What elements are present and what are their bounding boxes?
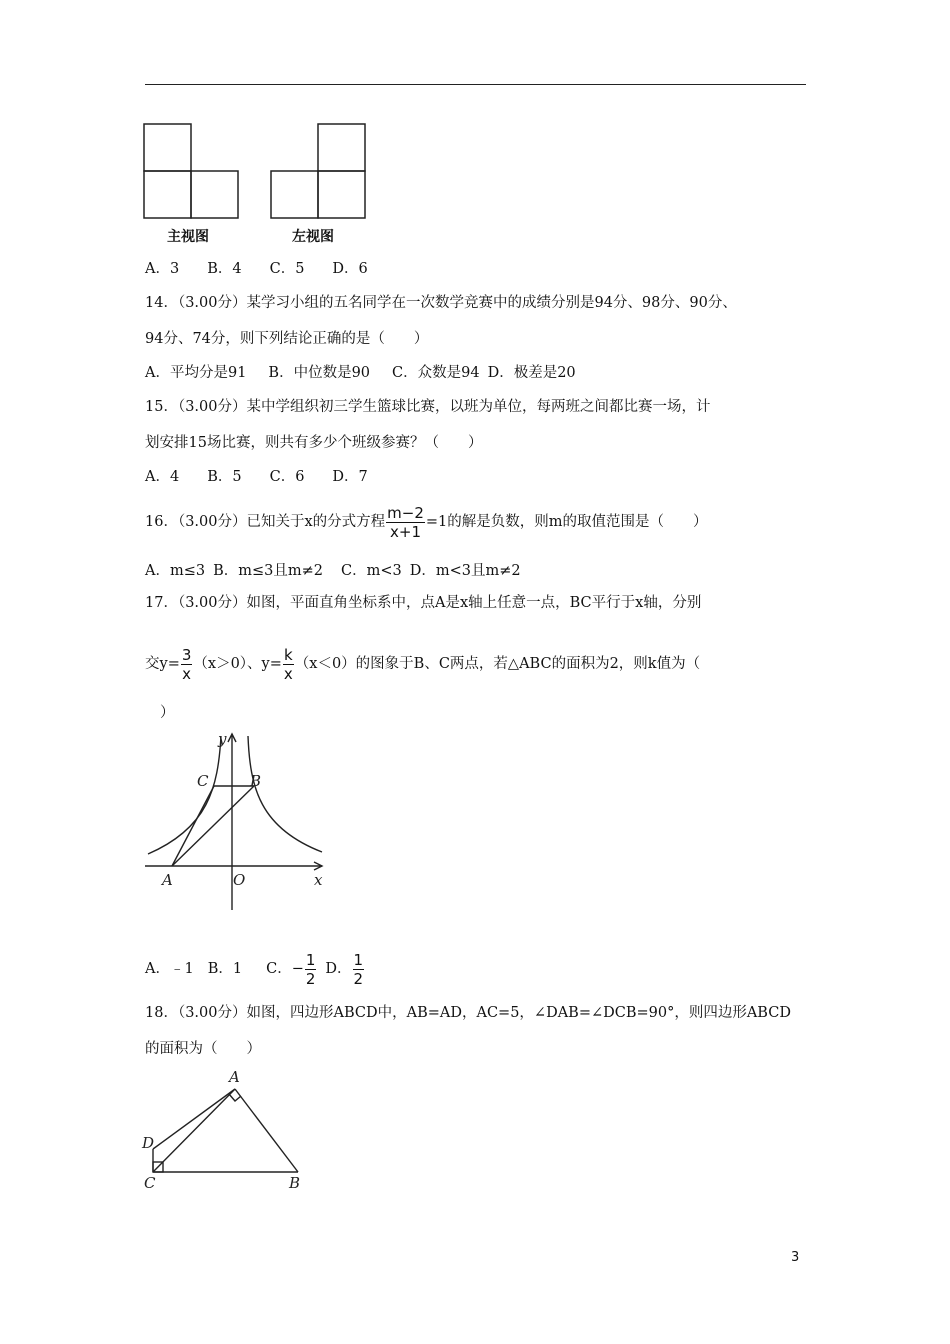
q16-fraction-denominator: x+1	[390, 522, 422, 541]
q16-option-a: A．m≤3	[145, 563, 206, 579]
label-a: A	[162, 871, 173, 889]
label-b: B	[289, 1174, 301, 1192]
label-a: A	[229, 1068, 240, 1086]
q17-fraction-1-numerator: 3	[181, 645, 192, 664]
q17-stem-line2	[145, 642, 700, 686]
label-o: O	[233, 871, 246, 889]
q15-options	[145, 467, 396, 487]
q17-option-a: A．﹣1	[145, 961, 194, 977]
q17-option-b: B．1	[207, 961, 243, 977]
label-d: D	[142, 1134, 155, 1152]
q17-coordinate-figure	[140, 728, 340, 918]
label-b: B	[250, 772, 262, 790]
q17-fraction-2-denominator: x	[283, 664, 293, 683]
q17-option-d-denominator: 2	[353, 969, 364, 988]
label-y: y	[218, 730, 227, 748]
q16-option-b: B．m≤3且m≠2	[213, 563, 324, 579]
left-view-top-square	[318, 124, 365, 171]
q15-stem-line1: 15．（3.00分）某中学组织初三学生篮球比赛，以班为单位，每两班之间都比赛一场，计	[145, 399, 711, 415]
q17-fraction-1-denominator: x	[182, 664, 192, 683]
q17-text-b: （x＞0）、y=	[193, 656, 282, 672]
curve-right-branch	[248, 736, 322, 852]
segment-ca	[153, 1089, 235, 1172]
front-view-bottom-right-square	[191, 171, 238, 218]
q17-stem-line1: 17．（3.00分）如图，平面直角坐标系中，点A是x轴上任意一点，BC平行于x轴，分别	[145, 595, 702, 611]
q17-options	[145, 947, 365, 991]
q17-option-c-prefix: C．−	[266, 961, 304, 977]
q14-options	[145, 363, 604, 383]
q17-option-c-fraction	[305, 951, 317, 988]
left-view-bottom-right-square	[318, 171, 365, 218]
three-views-figure	[140, 118, 380, 223]
q15-option-c: C．6	[269, 469, 305, 485]
q14-option-d: D．极差是20	[487, 365, 576, 381]
q15-option-a: A．4	[145, 469, 180, 485]
label-c: C	[144, 1174, 156, 1192]
q15-option-d: D．7	[332, 469, 368, 485]
q17-option-d-numerator: 1	[353, 950, 364, 969]
q18-stem-line1: 18．（3.00分）如图，四边形ABCD中，AB=AD，AC=5，∠DAB=∠DCB=90°，则四边形ABCD	[145, 1005, 791, 1021]
q16-fraction-numerator: m−2	[387, 503, 424, 522]
q14-option-a: A．平均分是91	[145, 365, 247, 381]
q17-fraction-2-numerator: k	[283, 645, 293, 664]
q17-fraction-1	[181, 646, 193, 683]
q13-options	[145, 259, 396, 279]
front-view-caption: 主视图	[167, 229, 209, 245]
q14-stem-line1: 14．（3.00分）某学习小组的五名同学在一次数学竞赛中的成绩分别是94分、98分、90分、	[145, 295, 737, 311]
q14-option-c: C．众数是94	[392, 365, 480, 381]
q13-option-a: A．3	[145, 261, 180, 277]
q17-stem-line3: ）	[160, 705, 175, 721]
left-view-bottom-left-square	[271, 171, 318, 218]
header-rule	[145, 84, 806, 85]
q17-option-d-fraction	[353, 951, 365, 988]
segment-ac	[172, 786, 214, 866]
segment-ab	[172, 786, 254, 866]
label-x: x	[314, 871, 323, 889]
q16-fraction	[386, 504, 425, 541]
q13-option-c: C．5	[269, 261, 305, 277]
q17-option-c-numerator: 1	[305, 950, 316, 969]
q14-option-b: B．中位数是90	[268, 365, 371, 381]
q14-stem-line2: 94分、74分，则下列结论正确的是（ ）	[145, 331, 429, 347]
q17-option-c-denominator: 2	[305, 969, 316, 988]
q15-stem-line2: 划安排15场比赛，则共有多少个班级参赛？（ ）	[145, 435, 483, 451]
q13-option-d: D．6	[332, 261, 368, 277]
q17-option-d-prefix: D．	[325, 961, 352, 977]
q16-option-d: D．m<3且m≠2	[409, 563, 521, 579]
front-view-top-square	[144, 124, 191, 171]
front-view-bottom-left-square	[144, 171, 191, 218]
page-number: 3	[791, 1250, 800, 1265]
q16-options	[145, 561, 549, 581]
segment-ab	[235, 1089, 298, 1172]
q16-stem	[145, 502, 708, 542]
q16-prefix: 16．（3.00分）已知关于x的分式方程	[145, 514, 386, 530]
q13-option-b: B．4	[207, 261, 242, 277]
label-c: C	[197, 772, 209, 790]
segment-da	[153, 1089, 235, 1149]
q16-option-c: C．m<3	[341, 563, 402, 579]
q17-fraction-2	[283, 646, 294, 683]
q18-stem-line2: 的面积为（ ）	[145, 1041, 261, 1057]
q17-text-c: （x＜0）的图象于B、C两点，若△ABC的面积为2，则k值为（	[294, 656, 701, 672]
q17-text-a: 交y=	[145, 656, 180, 672]
q16-suffix: =1的解是负数，则m的取值范围是（ ）	[425, 514, 708, 530]
left-view-caption: 左视图	[292, 229, 334, 245]
q18-quadrilateral-figure	[138, 1064, 313, 1194]
q15-option-b: B．5	[207, 469, 242, 485]
